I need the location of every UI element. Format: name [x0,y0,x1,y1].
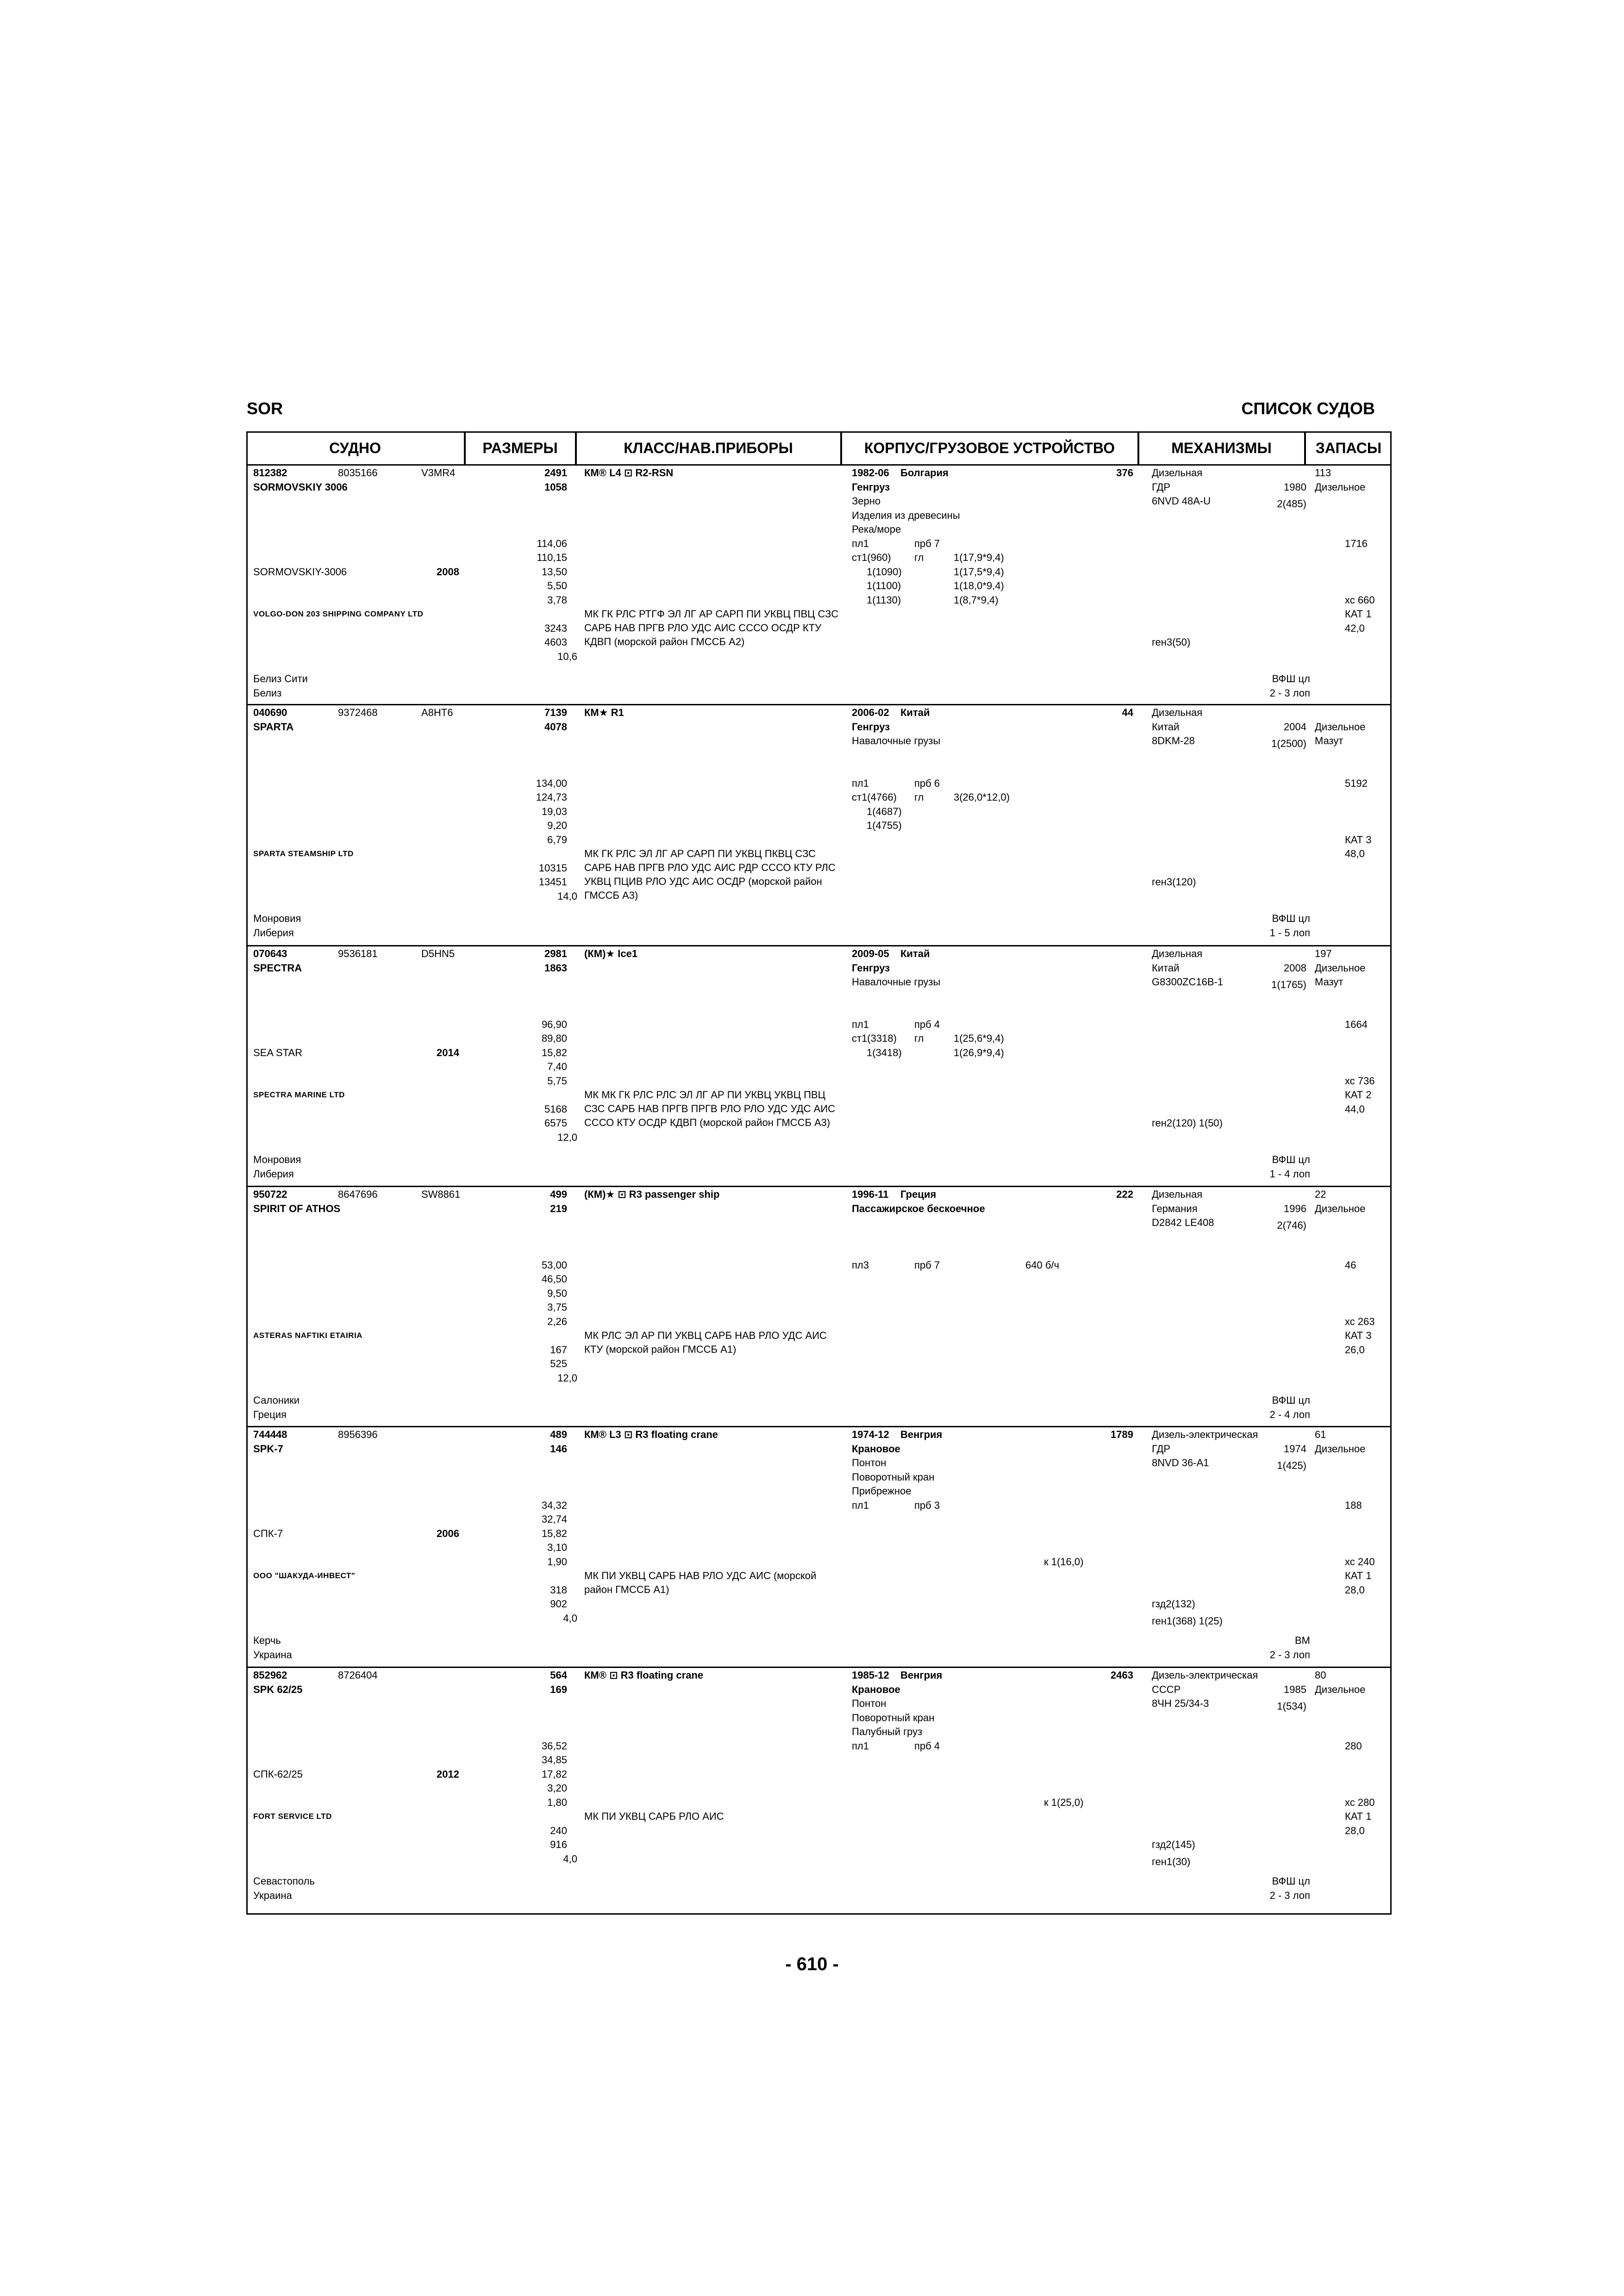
vessel-name: SORMOVSKIY 3006 [253,481,348,493]
vessel-flag: Греция [253,1408,287,1420]
hold-info: 1(4755) [867,820,902,831]
propeller-type: ВФШ цл [1272,1875,1310,1887]
class-notation: (КМ)★ ⊡ R3 passenger ship [584,1188,720,1200]
column-header-vessel: СУДНО [246,431,465,465]
supply-fuel-type-2: Мазут [1315,735,1343,747]
supply-info: хс 660 [1345,594,1375,606]
dim-value: 5,50 [547,580,567,591]
column-divider [1138,431,1139,465]
supply-fuel-tonnage: 197 [1315,948,1332,959]
supply-fuel-tonnage: 61 [1315,1429,1326,1440]
supply-info: 28,0 [1345,1824,1365,1836]
hold-info: 1(1130) [867,594,901,606]
column-header-machinery: МЕХАНИЗМЫ [1139,431,1305,465]
hull-build-date: 1985-12 [852,1669,889,1681]
dim-value: 6,79 [547,834,567,846]
supply-water: 188 [1345,1499,1362,1511]
hull-build-date: 1974-12 [852,1429,889,1440]
vessel-owner: SPECTRA MARINE LTD [253,1090,345,1099]
hull-cargo-line: Река/море [852,523,901,535]
column-divider [464,431,466,465]
dim-value: 17,82 [541,1768,567,1780]
vessel-home-port: Керчь [253,1635,281,1647]
supply-water: 1716 [1345,537,1368,549]
engine-country: Китай [1152,962,1180,974]
hull-vessel-type: Крановое [852,1683,900,1695]
crane-info: к 1(16,0) [1044,1556,1084,1568]
dim-value: 7,40 [547,1061,567,1072]
vessel-imo-number: 9536181 [338,948,378,959]
hatch-size: 1(17,9*9,4) [954,552,1004,563]
vessel-home-port: Салоники [253,1394,300,1406]
hull-cargo-line: Зерно [852,495,881,507]
dim-value: 3,75 [547,1301,567,1313]
dim-displacement: 902 [550,1598,567,1610]
hull-cargo-line: Поворотный кран [852,1471,935,1483]
page-number: - 610 - [785,1954,839,1974]
vessel-imo-number: 8956396 [338,1429,378,1440]
vessel-flag: Либерия [253,1168,294,1180]
hull-cargo-line: Понтон [852,1457,887,1468]
supply-fuel-type: Дизельное [1315,721,1366,733]
vessel-reg-number: 812382 [253,467,287,479]
entry-separator [246,1667,1392,1668]
generator-info: ген2(120) 1(50) [1152,1117,1223,1129]
vessel-former-year: 2006 [437,1527,459,1539]
dim-displacement: 525 [550,1358,567,1369]
hull-vessel-type: Генгруз [852,721,890,733]
engine-model: G8300ZC16B-1 [1152,976,1224,988]
dim-speed: 4,0 [563,1853,577,1865]
hull-cargo-line: Прибрежное [852,1485,912,1497]
vessel-former-year: 2014 [437,1046,459,1058]
vessel-flag: Белиз [253,687,282,699]
engine-type: Дизель-электрическая [1152,1669,1258,1681]
vessel-former-year: 2012 [437,1768,459,1780]
dim-displacement: 6575 [544,1117,567,1129]
hatch-info: гл [914,791,924,803]
engine-year: 1996 [1284,1202,1306,1214]
vessel-former-name: SEA STAR [253,1046,302,1058]
hull-vessel-type: Генгруз [852,481,890,493]
page-header-left: SOR [247,399,283,418]
supply-fuel-type: Дизельное [1315,962,1366,974]
supply-fuel-type: Дизельное [1315,1683,1366,1695]
hatch-info: прб 4 [914,1740,940,1752]
engine-power: 1(2500) [1271,738,1306,750]
engine-year: 2008 [1284,962,1306,974]
hold-info: пл1 [852,1499,869,1511]
hull-cargo-line: Навалочные грузы [852,735,941,747]
supply-fuel-type: Дизельное [1315,481,1366,493]
dim-value: 1,80 [547,1796,567,1808]
hold-info: ст1(3318) [852,1033,897,1044]
entry-separator [246,704,1392,705]
dim-deadweight: 3243 [544,622,567,634]
vessel-callsign: D5HN5 [421,948,455,959]
hold-info: 1(1100) [867,580,901,591]
propeller-type: ВФШ цл [1272,673,1310,685]
nav-equipment-list: МК РЛС ЭЛ АР ПИ УКВЦ САРБ НАВ РЛО УДС АИС КТУ (морской район ГМССБ А1) [584,1330,827,1355]
hold-info: пл3 [852,1259,869,1271]
engine-model: 8NVD 36-A1 [1152,1457,1209,1468]
dim-net-tonnage: 146 [550,1443,567,1455]
dim-gross-tonnage: 2981 [544,948,567,959]
engine-model: 8DKM-28 [1152,735,1195,747]
supply-info: хс 240 [1345,1556,1375,1568]
engine-country: Германия [1152,1202,1198,1214]
propeller-blades: 2 - 4 лоп [1269,1408,1310,1420]
dim-deadweight: 318 [550,1584,567,1596]
vessel-owner: FORT SERVICE LTD [253,1812,332,1821]
hold-info: пл1 [852,1740,869,1752]
nav-equipment-list: МК ГК РЛС РТГФ ЭЛ ЛГ АР САРП ПИ УКВЦ ПВЦ СЗС САРБ НАВ ПРГВ РЛО УДС АИС СССО ОСДР КТУ КДВП (морской район ГМССБ А2) [584,608,839,647]
vessel-reg-number: 744448 [253,1429,287,1440]
entry-separator [246,1186,1392,1187]
dim-value: 9,50 [547,1287,567,1299]
entry-separator [246,1426,1392,1427]
hatch-info: прб 6 [914,777,940,789]
supply-info: хс 280 [1345,1796,1375,1808]
vessel-former-name: СПК-7 [253,1527,283,1539]
dim-value: 34,85 [541,1754,567,1766]
vessel-home-port: Монровия [253,913,301,925]
column-header-supplies: ЗАПАСЫ [1315,440,1382,456]
dim-speed: 4,0 [563,1612,577,1624]
dim-speed: 14,0 [557,890,577,902]
propeller-blades: 1 - 4 лоп [1269,1168,1310,1180]
dim-value: 19,03 [541,805,567,817]
header-bottom-rule [246,464,1392,466]
propeller-blades: 1 - 5 лоп [1269,927,1310,939]
hull-build-country: Китай [900,948,930,959]
propeller-blades: 2 - 3 лоп [1269,1649,1310,1661]
dim-deadweight: 167 [550,1344,567,1356]
hull-cargo-line: Понтон [852,1698,887,1709]
hold-info: пл1 [852,777,869,789]
vessel-imo-number: 8726404 [338,1669,378,1681]
propeller-type: ВФШ цл [1272,1394,1310,1406]
vessel-flag: Украина [253,1889,292,1901]
supply-info: 44,0 [1345,1103,1365,1115]
class-notation: КМ® L4 ⊡ R2-RSN [584,467,674,479]
engine-type: Дизельная [1152,467,1203,479]
dim-value: 96,90 [541,1018,567,1030]
dim-value: 1,90 [547,1556,567,1568]
engine-power: 2(485) [1277,498,1306,510]
generator-info: ген1(30) [1152,1855,1191,1867]
dim-net-tonnage: 169 [550,1683,567,1695]
supply-info: 26,0 [1345,1344,1365,1356]
hull-vessel-type: Пассажирское бескоечное [852,1202,985,1214]
hatch-size: 640 б/ч [1025,1259,1059,1271]
generator-info: гзд2(132) [1152,1598,1195,1610]
dim-gross-tonnage: 564 [550,1669,567,1681]
dim-value: 15,82 [541,1527,567,1539]
supply-info: 28,0 [1345,1584,1365,1596]
hull-build-date: 2006-02 [852,707,889,718]
column-divider [575,431,577,465]
hatch-size: 3(26,0*12,0) [954,791,1010,803]
dim-value: 13,50 [541,566,567,578]
vessel-name: SPIRIT OF ATHOS [253,1202,341,1214]
dim-gross-tonnage: 499 [550,1188,567,1200]
vessel-name: SPECTRA [253,962,302,974]
dim-value: 3,10 [547,1542,567,1553]
hatch-size: 1(8,7*9,4) [954,594,999,606]
dim-value: 3,78 [547,594,567,606]
nav-equipment-list: МК ПИ УКВЦ САРБ НАВ РЛО УДС АИС (морской район ГМССБ А1) [584,1570,817,1595]
hull-vessel-type: Генгруз [852,962,890,974]
hull-yard-number: 1789 [1111,1429,1133,1440]
supply-info: хс 263 [1345,1315,1375,1327]
dim-speed: 10,6 [557,650,577,662]
hatch-size: 1(17,5*9,4) [954,566,1004,578]
vessel-owner: ООО "ШАКУДА-ИНВЕСТ" [253,1571,356,1580]
vessel-reg-number: 070643 [253,948,287,959]
nav-equipment-list: МК ГК РЛС ЭЛ ЛГ АР САРП ПИ УКВЦ ПКВЦ СЗС САРБ НАВ ПРГВ РЛО УДС АИС РДР СССО КТУ РЛС УКВЦ ПЦИВ РЛО УДС АИС ОСДР (морской район ГМССБ А3) [584,848,836,901]
dim-value: 32,74 [541,1513,567,1525]
hatch-info: гл [914,1033,924,1044]
hold-info: 1(1090) [867,566,902,578]
dim-speed: 12,0 [557,1372,577,1384]
supply-info: КАТ 1 [1345,1570,1372,1581]
nav-equipment-list: МК ПИ УКВЦ САРБ РЛО АИС [584,1811,724,1822]
engine-type: Дизель-электрическая [1152,1429,1258,1440]
hold-info: пл1 [852,1018,869,1030]
supply-fuel-tonnage: 80 [1315,1669,1326,1681]
engine-country: Китай [1152,721,1180,733]
hull-yard-number: 376 [1116,467,1133,479]
hull-build-country: Болгария [900,467,949,479]
propeller-type: ВФШ цл [1272,1154,1310,1166]
vessel-callsign: A8HT6 [421,707,453,718]
vessel-callsign: SW8861 [421,1188,461,1200]
dim-deadweight: 10315 [538,862,567,874]
vessel-owner: SPARTA STEAMSHIP LTD [253,849,354,858]
generator-info: ген3(120) [1152,876,1196,888]
engine-year: 1980 [1284,481,1306,493]
vessel-reg-number: 852962 [253,1669,287,1681]
engine-country: ГДР [1152,1443,1171,1455]
dim-speed: 12,0 [557,1131,577,1143]
vessel-imo-number: 8647696 [338,1188,378,1200]
vessel-home-port: Севастополь [253,1875,315,1887]
hull-build-country: Греция [900,1188,937,1200]
hold-info: пл1 [852,537,869,549]
vessel-name: SPK-7 [253,1443,283,1455]
engine-power: 1(534) [1277,1700,1306,1712]
dim-value: 110,15 [537,552,567,563]
column-header-hull: КОРПУС/ГРУЗОВОЕ УСТРОЙСТВО [842,431,1139,465]
engine-model: D2842 LE408 [1152,1217,1214,1228]
supply-info: КАТ 3 [1345,834,1372,846]
hold-info: ст1(960) [852,552,891,563]
class-notation: (КМ)★ Ice1 [584,948,638,959]
dim-value: 2,26 [547,1315,567,1327]
hull-build-date: 2009-05 [852,948,889,959]
dim-value: 9,20 [547,820,567,831]
dim-value: 53,00 [541,1259,567,1271]
dim-value: 124,73 [536,791,567,803]
supply-info: 42,0 [1345,622,1365,634]
supply-info: КАТ 3 [1345,1330,1372,1341]
supply-info: хс 736 [1345,1075,1375,1087]
vessel-owner: ASTERAS NAFTIKI ETAIRIA [253,1331,362,1340]
engine-country: ГДР [1152,481,1171,493]
vessel-home-port: Белиз Сити [253,673,308,685]
engine-power: 2(746) [1277,1220,1306,1232]
vessel-flag: Либерия [253,927,294,939]
supply-fuel-type-2: Мазут [1315,976,1343,988]
engine-power: 1(425) [1277,1460,1306,1472]
hatch-info: прб 3 [914,1499,940,1511]
supply-info: КАТ 2 [1345,1089,1372,1101]
engine-country: СССР [1152,1683,1181,1695]
dim-gross-tonnage: 489 [550,1429,567,1440]
hull-cargo-line: Палубный груз [852,1726,923,1737]
hull-build-country: Венгрия [900,1429,943,1440]
hull-cargo-line: Поворотный кран [852,1711,935,1724]
dim-value: 34,32 [541,1499,567,1511]
hull-cargo-line: Изделия из древесины [852,509,960,521]
hold-info: ст1(4766) [852,791,897,803]
hull-yard-number: 222 [1116,1188,1133,1200]
class-notation: КМ® ⊡ R3 floating crane [584,1669,704,1681]
hatch-info: прб 7 [914,537,940,549]
engine-model: 6NVD 48A-U [1152,495,1211,507]
column-divider [1305,431,1306,465]
supply-water: 5192 [1345,777,1368,789]
dim-gross-tonnage: 2491 [544,467,567,479]
hull-build-date: 1982-06 [852,467,889,479]
hold-info: 1(4687) [867,805,902,817]
supply-water: 46 [1345,1259,1356,1271]
dim-value: 3,20 [547,1782,567,1794]
engine-year: 2004 [1284,721,1306,733]
supply-fuel-type: Дизельное [1315,1443,1366,1455]
engine-power: 1(1765) [1271,979,1306,991]
propeller-blades: 2 - 3 лоп [1269,1889,1310,1901]
hatch-size: 1(25,6*9,4) [954,1033,1004,1044]
class-notation: КМ® L3 ⊡ R3 floating crane [584,1429,718,1440]
dim-gross-tonnage: 7139 [544,707,567,718]
vessel-callsign: V3MR4 [421,467,456,479]
hatch-info: прб 4 [914,1018,940,1030]
vessel-owner: VOLGO-DON 203 SHIPPING COMPANY LTD [253,610,424,618]
generator-info: ген3(50) [1152,636,1191,648]
engine-type: Дизельная [1152,707,1203,718]
hull-yard-number: 2463 [1111,1669,1133,1681]
supply-water: 1664 [1345,1018,1368,1030]
supply-water: 280 [1345,1740,1362,1752]
engine-model: 8ЧН 25/34-3 [1152,1698,1209,1709]
supply-info: 48,0 [1345,848,1365,859]
dim-value: 15,82 [541,1046,567,1058]
propeller-blades: 2 - 3 лоп [1269,687,1310,699]
column-header-dimensions: РАЗМЕРЫ [465,431,576,465]
vessel-home-port: Монровия [253,1154,301,1166]
column-header-class: КЛАСС/НАВ.ПРИБОРЫ [576,431,842,465]
hatch-size: 1(18,0*9,4) [954,580,1004,591]
vessel-reg-number: 040690 [253,707,287,718]
dim-value: 36,52 [541,1740,567,1752]
engine-type: Дизельная [1152,948,1203,959]
engine-year: 1974 [1284,1443,1306,1455]
hull-yard-number: 44 [1122,707,1133,718]
hatch-info: прб 7 [914,1259,940,1271]
dim-deadweight: 240 [550,1824,567,1836]
generator-info: гзд2(145) [1152,1839,1195,1850]
hull-build-date: 1996-11 [852,1188,889,1200]
vessel-name: SPARTA [253,721,294,733]
supply-fuel-tonnage: 113 [1315,467,1331,479]
class-notation: КМ★ R1 [584,707,624,718]
dim-value: 89,80 [541,1033,567,1044]
dim-value: 46,50 [541,1273,567,1285]
page-header-right: СПИСОК СУДОВ [1241,399,1375,418]
engine-type: Дизельная [1152,1188,1203,1200]
dim-net-tonnage: 4078 [544,721,567,733]
supply-fuel-tonnage: 22 [1315,1188,1326,1200]
supply-info: КАТ 1 [1345,608,1372,620]
hull-build-country: Венгрия [900,1669,943,1681]
vessel-former-name: SORMOVSKIY-3006 [253,566,347,578]
hull-build-country: Китай [900,707,930,718]
vessel-former-year: 2008 [437,566,459,578]
hull-cargo-line: Навалочные грузы [852,976,941,988]
dim-value: 114,06 [537,537,567,549]
engine-year: 1985 [1284,1683,1306,1695]
vessel-name: SPK 62/25 [253,1683,303,1695]
propeller-type: ВМ [1295,1635,1310,1647]
column-divider [841,431,842,465]
vessel-imo-number: 9372468 [338,707,378,718]
dim-displacement: 13451 [538,876,567,888]
dim-displacement: 4603 [544,636,567,648]
vessel-imo-number: 8035166 [338,467,378,479]
supply-info: КАТ 1 [1345,1811,1372,1822]
hatch-size: 1(26,9*9,4) [954,1046,1004,1058]
dim-value: 134,00 [536,777,567,789]
crane-info: к 1(25,0) [1044,1796,1084,1808]
dim-net-tonnage: 1058 [544,481,567,493]
vessel-reg-number: 950722 [253,1188,287,1200]
supply-fuel-type: Дизельное [1315,1202,1366,1214]
hold-info: 1(3418) [867,1046,902,1058]
hatch-info: гл [914,552,924,563]
entry-separator [246,945,1392,946]
propeller-type: ВФШ цл [1272,913,1310,925]
generator-info: ген1(368) 1(25) [1152,1615,1223,1627]
nav-equipment-list: МК МК ГК РЛС РЛС ЭЛ ЛГ АР ПИ УКВЦ УКВЦ ПВЦ СЗС САРБ НАВ ПРГВ ПРГВ РЛО РЛО УДС УДС АИС СССО КТУ ОСДР КДВП (морской район ГМССБ А3) [584,1089,836,1128]
dim-net-tonnage: 219 [550,1202,567,1214]
dim-net-tonnage: 1863 [544,962,567,974]
vessel-former-name: СПК-62/25 [253,1768,303,1780]
dim-value: 5,75 [547,1075,567,1087]
hull-vessel-type: Крановое [852,1443,900,1455]
dim-deadweight: 5168 [544,1103,567,1115]
dim-displacement: 916 [550,1839,567,1850]
vessel-flag: Украина [253,1649,292,1661]
